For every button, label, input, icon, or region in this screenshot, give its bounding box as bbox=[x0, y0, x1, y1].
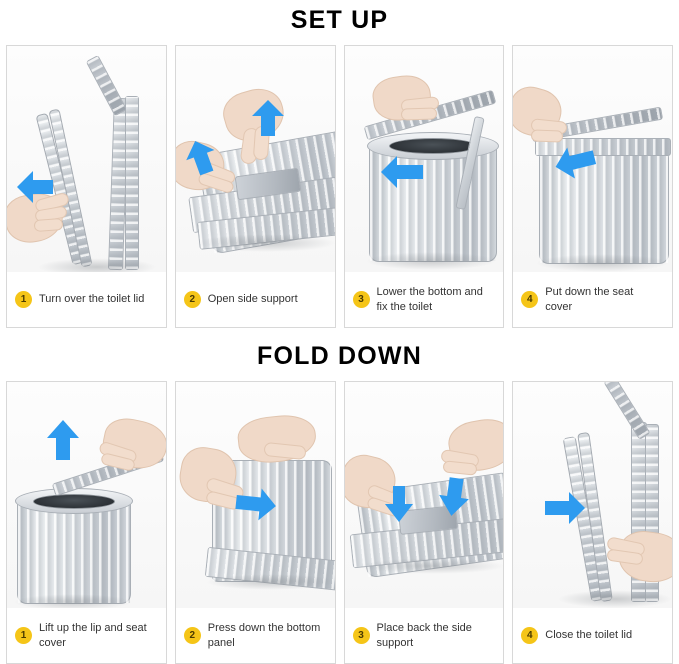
folddown-step-4-photo bbox=[513, 382, 672, 610]
blue-arrow-icon bbox=[383, 484, 415, 524]
step-number-badge: 2 bbox=[184, 627, 201, 644]
setup-step-4-photo bbox=[513, 46, 672, 274]
blue-arrow-icon-svg bbox=[232, 484, 280, 524]
finger bbox=[34, 218, 64, 232]
toilet-lid-leaning bbox=[86, 55, 127, 116]
drop-shadow bbox=[196, 234, 335, 252]
step-caption-text: Place back the side support bbox=[376, 622, 472, 649]
blue-arrow-icon bbox=[379, 154, 425, 190]
folded-panel-right-2 bbox=[125, 96, 139, 270]
blue-arrow-icon-svg bbox=[15, 168, 55, 206]
step-caption-text: Lower the bottom and fix the toilet bbox=[376, 286, 483, 313]
section-title-setup: SET UP bbox=[290, 6, 389, 34]
step-caption-text: Turn over the toilet lid bbox=[39, 293, 145, 306]
setup-step-2-photo bbox=[176, 46, 335, 274]
folddown-step-4-panel bbox=[512, 381, 673, 664]
step-caption-text: Close the toilet lid bbox=[545, 629, 633, 642]
step-number-badge: 1 bbox=[15, 291, 32, 308]
folddown-step-1-panel bbox=[6, 381, 167, 664]
setup-step-3-panel bbox=[344, 45, 505, 328]
blue-arrow-icon-svg bbox=[434, 474, 474, 520]
folddown-step-4-caption bbox=[513, 608, 672, 663]
blue-arrow-icon-svg bbox=[250, 98, 286, 138]
drop-shadow bbox=[365, 252, 497, 270]
folddown-step-3-panel bbox=[344, 381, 505, 664]
step-caption-text: Press down the bottom panel bbox=[207, 622, 321, 649]
setup-step-1-panel bbox=[6, 45, 167, 328]
folddown-step-1-caption bbox=[7, 608, 166, 663]
setup-step-3-caption bbox=[345, 272, 504, 327]
blue-arrow-icon-svg bbox=[45, 418, 81, 462]
blue-arrow-icon bbox=[45, 418, 81, 462]
blue-arrow-icon-svg bbox=[543, 490, 587, 526]
hand-right bbox=[236, 412, 318, 466]
step-number-badge: 2 bbox=[184, 291, 201, 308]
drop-shadow bbox=[535, 254, 669, 272]
toilet-lid-closing bbox=[604, 382, 651, 440]
seat-opening bbox=[33, 494, 115, 509]
blue-arrow-icon bbox=[232, 484, 280, 524]
step-number-badge: 4 bbox=[521, 627, 538, 644]
folddown-step-2-caption bbox=[176, 608, 335, 663]
blue-arrow-icon bbox=[250, 98, 286, 138]
blue-arrow-icon-svg bbox=[383, 484, 415, 524]
blue-arrow-icon bbox=[15, 168, 55, 206]
blue-arrow-icon bbox=[434, 474, 474, 520]
section-title-folddown: FOLD DOWN bbox=[257, 342, 422, 370]
step-caption-text: Open side support bbox=[207, 293, 298, 306]
drop-shadow bbox=[557, 590, 672, 608]
finger bbox=[400, 107, 436, 120]
folddown-step-2-photo bbox=[176, 382, 335, 610]
blue-arrow-icon-svg bbox=[379, 154, 425, 190]
setup-step-2-caption bbox=[176, 272, 335, 327]
finger bbox=[531, 129, 563, 142]
setup-step-4-caption bbox=[513, 272, 672, 327]
folddown-step-3-caption bbox=[345, 608, 504, 663]
step-number-badge: 4 bbox=[521, 291, 538, 308]
setup-step-1-photo bbox=[7, 46, 166, 274]
blue-arrow-icon bbox=[543, 490, 587, 526]
step-number-badge: 3 bbox=[353, 291, 370, 308]
step-caption-text: Put down the seat cover bbox=[545, 286, 634, 313]
drop-shadow bbox=[359, 558, 504, 574]
seat-opening bbox=[389, 138, 477, 154]
folddown-step-3-photo bbox=[345, 382, 504, 610]
setup-steps-grid bbox=[0, 45, 679, 328]
step-number-badge: 1 bbox=[15, 627, 32, 644]
setup-step-2-panel bbox=[175, 45, 336, 328]
setup-step-4-panel bbox=[512, 45, 673, 328]
step-number-badge: 3 bbox=[353, 627, 370, 644]
setup-step-3-photo bbox=[345, 46, 504, 274]
folddown-step-1-photo bbox=[7, 382, 166, 610]
step-caption-text: Lift up the lip and seat cover bbox=[39, 622, 147, 649]
setup-step-1-caption bbox=[7, 272, 166, 327]
drop-shadow bbox=[206, 574, 335, 590]
folddown-steps-grid bbox=[0, 381, 679, 664]
folddown-step-2-panel bbox=[175, 381, 336, 664]
finger bbox=[442, 460, 477, 475]
